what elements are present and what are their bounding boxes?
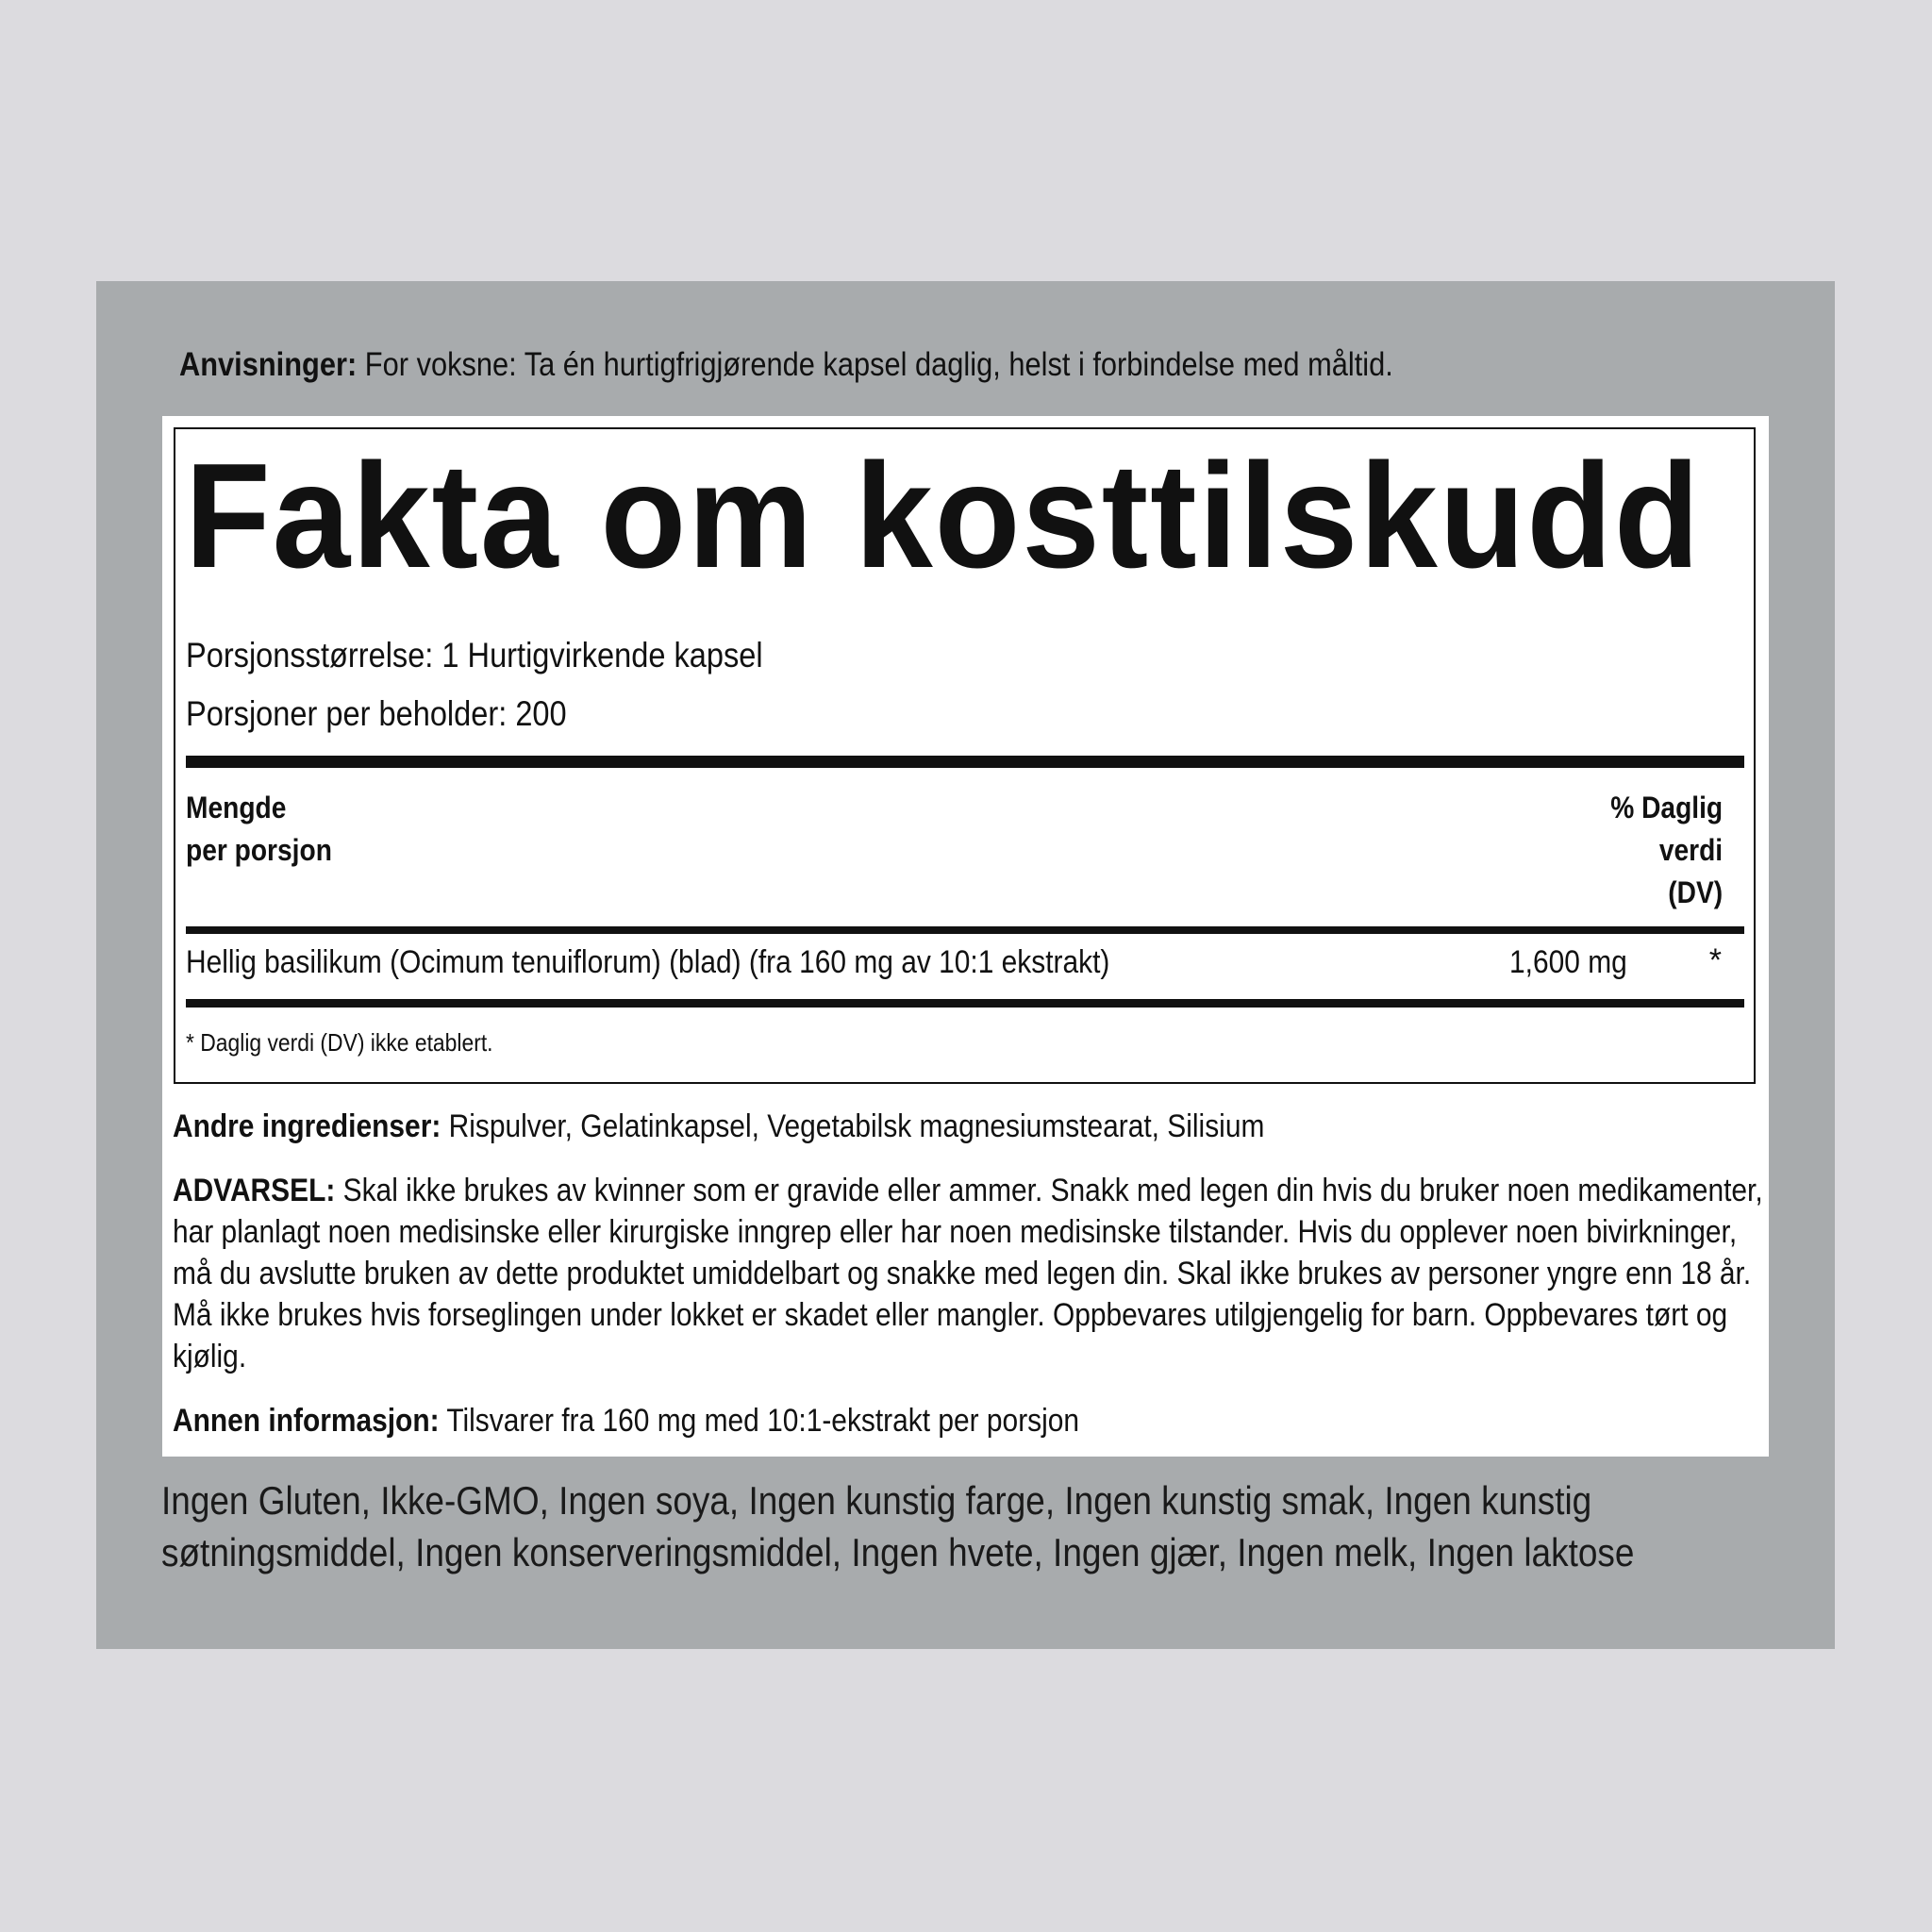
other-ingredients-label: Andre ingredienser: bbox=[173, 1108, 441, 1144]
header-left-line2: per porsjon bbox=[186, 833, 332, 867]
directions-text bbox=[179, 343, 1507, 387]
other-info-label: Annen informasjon: bbox=[173, 1403, 440, 1439]
directions-body: For voksne: Ta én hurtigfrigjørende kapsel daglig, helst i forbindelse med måltid. bbox=[357, 346, 1393, 383]
other-info bbox=[173, 1400, 1774, 1441]
warning-text: Skal ikke brukes av kvinner som er gravide eller ammer. Snakk med legen din hvis du bruker noen medikamenter, har planlagt noen medisinske eller kirurgiske inngrep eller har noen medisinske tilstander. Hvis du opplever noen bivirkninger, må du avslutte bruken av dette produktet umiddelbart og snakke med legen din. Skal ikke brukes av personer yngre enn 18 år. Må ikke brukes hvis forseglingen under lokket er skadet eller mangler. Oppbevares utilgjengelig for barn. Oppbevares tørt og kjølig. bbox=[173, 1173, 1763, 1374]
other-info-text: Tilsvarer fra 160 mg med 10:1-ekstrakt per porsjon bbox=[439, 1403, 1080, 1439]
other-ingredients-text: Rispulver, Gelatinkapsel, Vegetabilsk magnesiumstearat, Silisium bbox=[441, 1108, 1265, 1144]
nutrient-name: Hellig basilikum (Ocimum tenuiflorum) (blad) (fra 160 mg av 10:1 ekstrakt) bbox=[186, 944, 1110, 980]
header-right-line2: verdi bbox=[1658, 833, 1723, 867]
header-right-line1: % Daglig bbox=[1610, 791, 1723, 824]
daily-value-header bbox=[1610, 787, 1723, 914]
nutrient-dv: * bbox=[1708, 942, 1722, 978]
supplement-facts-title: Fakta om kosttilskudd bbox=[185, 433, 1702, 599]
nutrient-amount: 1,600 mg bbox=[1509, 944, 1627, 980]
dv-footnote: * Daglig verdi (DV) ikke etablert. bbox=[186, 1028, 493, 1057]
warning-label: ADVARSEL: bbox=[173, 1173, 336, 1208]
servings-per-container: Porsjoner per beholder: 200 bbox=[186, 694, 567, 733]
amount-per-serving-header bbox=[186, 787, 332, 872]
serving-size: Porsjonsstørrelse: 1 Hurtigvirkende kapsel bbox=[186, 636, 763, 675]
directions-label: Anvisninger: bbox=[179, 346, 358, 383]
thick-divider-bottom bbox=[186, 999, 1744, 1008]
header-right-line3: (DV) bbox=[1668, 875, 1723, 909]
nutrient-row bbox=[186, 941, 1744, 988]
header-left-line1: Mengde bbox=[186, 791, 287, 824]
thick-divider-top bbox=[186, 756, 1744, 768]
free-from-claims: Ingen Gluten, Ikke-GMO, Ingen soya, Ingen kunstig farge, Ingen kunstig smak, Ingen kunstig søtningsmiddel, Ingen konserveringsmiddel, Ingen hvete, Ingen gjær, Ingen melk, Ingen laktose bbox=[161, 1478, 1635, 1574]
divider-header bbox=[186, 926, 1744, 934]
other-ingredients bbox=[173, 1106, 1774, 1147]
warning bbox=[173, 1170, 1774, 1377]
